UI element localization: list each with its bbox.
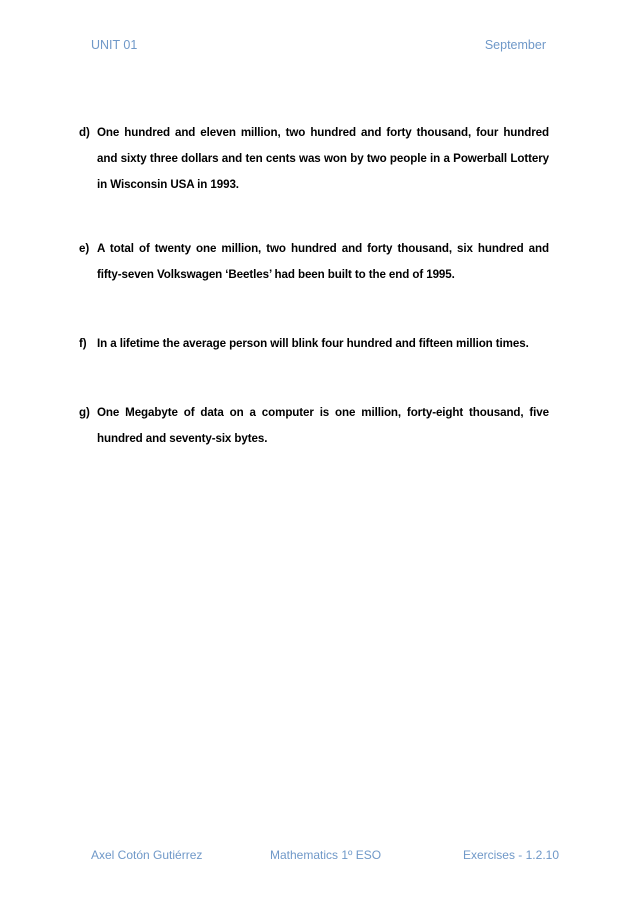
exercise-d bbox=[79, 120, 549, 198]
exercise-letter: e) bbox=[79, 242, 90, 255]
exercise-text: One Megabyte of data on a computer is one million, forty-eight thousand, five hundred and seventy-six bytes. bbox=[97, 406, 549, 445]
footer-exercise-ref: Exercises - 1.2.10 bbox=[462, 848, 559, 862]
exercise-letter: f) bbox=[79, 337, 87, 350]
exercise-f bbox=[79, 331, 549, 357]
exercise-text: A total of twenty one million, two hundred and forty thousand, six hundred and fifty-seven Volkswagen ‘Beetles’ had been built to the end of 1995. bbox=[97, 242, 549, 281]
header-unit: UNIT 01 bbox=[91, 38, 138, 52]
footer-subject: Mathematics 1º ESO bbox=[270, 848, 382, 862]
exercise-g bbox=[79, 400, 549, 452]
exercise-text: One hundred and eleven million, two hundred and forty thousand, four hundred and sixty three dollars and ten cents was won by two people in a Powerball Lottery in Wisconsin USA in 1993. bbox=[97, 126, 549, 191]
footer-author: Axel Cotón Gutiérrez bbox=[91, 848, 203, 862]
header-month: September bbox=[484, 38, 546, 52]
exercise-e bbox=[79, 236, 549, 288]
exercise-letter: g) bbox=[79, 406, 90, 419]
exercise-text: In a lifetime the average person will blink four hundred and fifteen million times. bbox=[97, 337, 529, 350]
exercise-letter: d) bbox=[79, 126, 90, 139]
